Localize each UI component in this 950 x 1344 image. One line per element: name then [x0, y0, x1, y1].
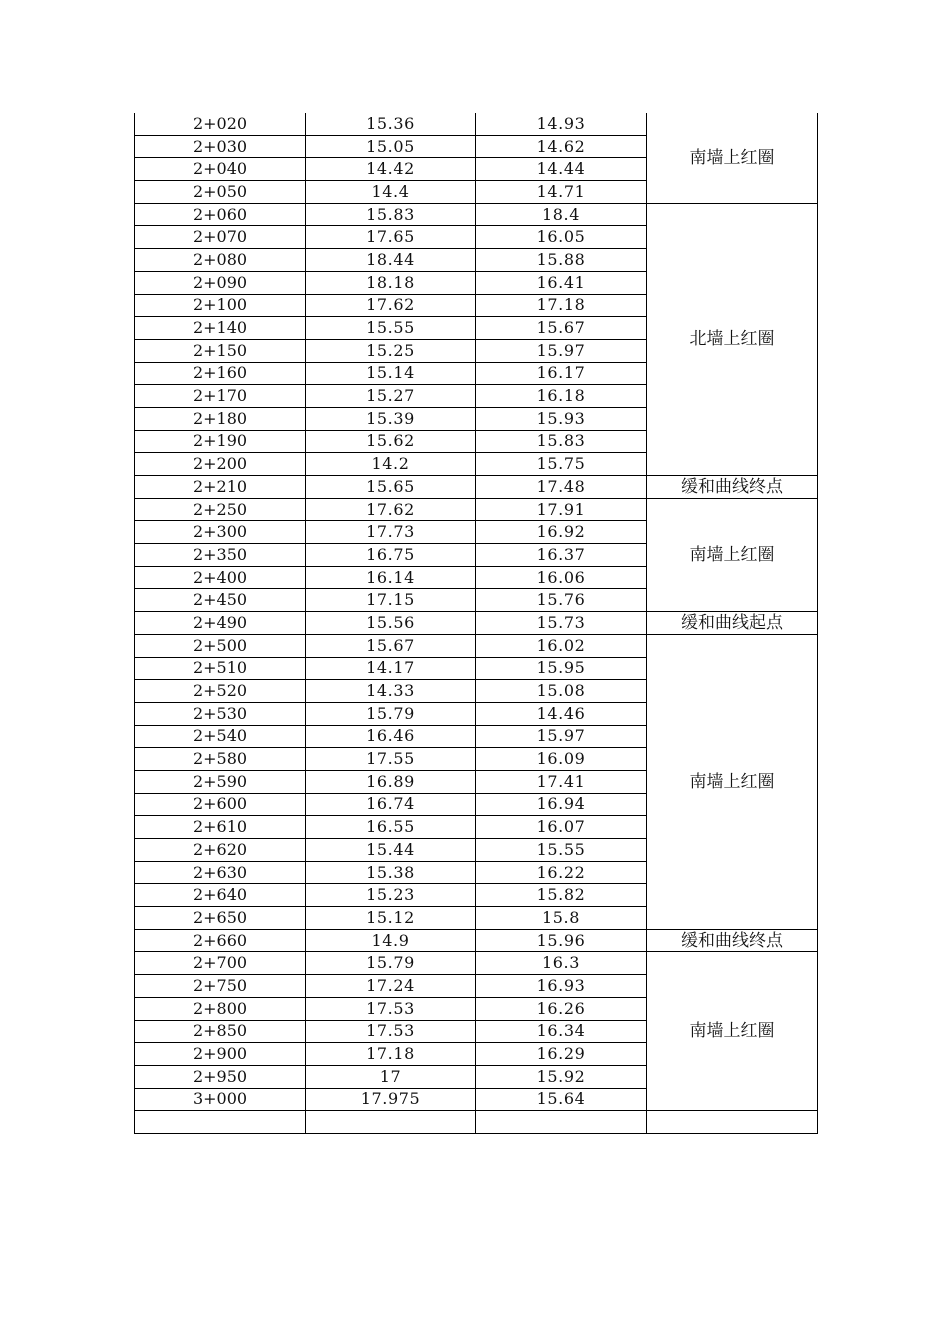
station-cell: 2+170 — [135, 385, 306, 408]
value-b-cell: 15.93 — [476, 407, 647, 430]
station-cell: 2+620 — [135, 839, 306, 862]
value-b-cell: 15.97 — [476, 339, 647, 362]
value-a-cell: 14.42 — [306, 158, 476, 181]
station-cell: 2+500 — [135, 634, 306, 657]
survey-table-body — [135, 113, 818, 1133]
value-a-cell: 15.55 — [306, 317, 476, 340]
value-b-cell: 17.18 — [476, 294, 647, 317]
value-a-cell: 15.36 — [306, 113, 476, 135]
station-cell: 2+400 — [135, 566, 306, 589]
data-sheet — [134, 113, 817, 1134]
table-row — [135, 498, 818, 521]
table-row — [135, 952, 818, 975]
station-cell: 2+630 — [135, 861, 306, 884]
value-b-cell: 15.82 — [476, 884, 647, 907]
station-cell: 2+750 — [135, 975, 306, 998]
note-cell: 缓和曲线终点 — [647, 929, 818, 952]
station-cell: 2+050 — [135, 181, 306, 204]
table-row — [135, 929, 818, 952]
value-a-cell: 15.27 — [306, 385, 476, 408]
station-cell: 2+040 — [135, 158, 306, 181]
value-a-cell: 17.55 — [306, 748, 476, 771]
value-a-cell: 15.12 — [306, 907, 476, 930]
station-cell: 2+600 — [135, 793, 306, 816]
station-cell: 2+510 — [135, 657, 306, 680]
value-b-cell: 15.92 — [476, 1065, 647, 1088]
value-a-cell: 17.975 — [306, 1088, 476, 1111]
value-b-cell: 15.76 — [476, 589, 647, 612]
value-b-cell: 14.46 — [476, 702, 647, 725]
value-b-cell: 16.92 — [476, 521, 647, 544]
value-a-cell: 16.74 — [306, 793, 476, 816]
station-cell: 2+490 — [135, 612, 306, 635]
station-cell: 2+540 — [135, 725, 306, 748]
station-cell: 2+650 — [135, 907, 306, 930]
value-a-cell: 15.38 — [306, 861, 476, 884]
station-cell: 2+850 — [135, 1020, 306, 1043]
note-cell: 缓和曲线终点 — [647, 476, 818, 499]
station-cell: 2+140 — [135, 317, 306, 340]
value-b-cell: 15.88 — [476, 249, 647, 272]
station-cell: 2+080 — [135, 249, 306, 272]
table-row — [135, 1111, 818, 1134]
station-cell: 2+520 — [135, 680, 306, 703]
value-b-cell: 16.29 — [476, 1043, 647, 1066]
value-a-cell: 16.75 — [306, 544, 476, 567]
station-cell: 2+950 — [135, 1065, 306, 1088]
value-a-cell: 16.55 — [306, 816, 476, 839]
value-a-cell: 17.24 — [306, 975, 476, 998]
value-a-cell: 15.79 — [306, 952, 476, 975]
value-b-cell: 17.41 — [476, 770, 647, 793]
value-a-cell: 15.67 — [306, 634, 476, 657]
station-cell: 2+030 — [135, 135, 306, 158]
station-cell: 2+180 — [135, 407, 306, 430]
station-cell: 2+350 — [135, 544, 306, 567]
value-a-cell: 15.14 — [306, 362, 476, 385]
value-b-cell: 16.3 — [476, 952, 647, 975]
value-b-cell: 16.94 — [476, 793, 647, 816]
value-a-cell: 15.62 — [306, 430, 476, 453]
value-a-cell: 14.2 — [306, 453, 476, 476]
note-cell: 南墙上红圈 — [647, 952, 818, 1111]
value-a-cell — [306, 1111, 476, 1134]
station-cell: 2+800 — [135, 997, 306, 1020]
value-a-cell: 16.14 — [306, 566, 476, 589]
value-a-cell: 17.15 — [306, 589, 476, 612]
value-a-cell: 17.53 — [306, 997, 476, 1020]
value-b-cell: 15.95 — [476, 657, 647, 680]
station-cell: 2+100 — [135, 294, 306, 317]
value-b-cell: 16.02 — [476, 634, 647, 657]
value-a-cell: 15.39 — [306, 407, 476, 430]
value-a-cell: 17.62 — [306, 294, 476, 317]
value-b-cell — [476, 1111, 647, 1134]
survey-table — [134, 113, 818, 1134]
station-cell: 2+610 — [135, 816, 306, 839]
value-a-cell: 15.56 — [306, 612, 476, 635]
value-b-cell: 15.55 — [476, 839, 647, 862]
value-b-cell: 15.97 — [476, 725, 647, 748]
value-a-cell: 14.33 — [306, 680, 476, 703]
value-b-cell: 15.64 — [476, 1088, 647, 1111]
station-cell: 2+250 — [135, 498, 306, 521]
value-b-cell: 16.26 — [476, 997, 647, 1020]
value-a-cell: 16.89 — [306, 770, 476, 793]
value-b-cell: 16.34 — [476, 1020, 647, 1043]
station-cell: 2+090 — [135, 271, 306, 294]
station-cell: 2+580 — [135, 748, 306, 771]
value-a-cell: 14.9 — [306, 929, 476, 952]
table-row — [135, 476, 818, 499]
value-b-cell: 14.62 — [476, 135, 647, 158]
value-b-cell: 15.75 — [476, 453, 647, 476]
note-cell: 缓和曲线起点 — [647, 612, 818, 635]
station-cell: 2+660 — [135, 929, 306, 952]
value-b-cell: 15.8 — [476, 907, 647, 930]
station-cell: 2+210 — [135, 476, 306, 499]
value-b-cell: 16.09 — [476, 748, 647, 771]
station-cell: 2+640 — [135, 884, 306, 907]
note-cell: 南墙上红圈 — [647, 634, 818, 929]
table-row — [135, 612, 818, 635]
value-b-cell: 14.93 — [476, 113, 647, 135]
value-a-cell: 14.17 — [306, 657, 476, 680]
station-cell: 2+900 — [135, 1043, 306, 1066]
note-cell — [647, 1111, 818, 1134]
note-cell: 南墙上红圈 — [647, 498, 818, 611]
table-row — [135, 113, 818, 135]
value-b-cell: 15.08 — [476, 680, 647, 703]
value-b-cell: 16.18 — [476, 385, 647, 408]
station-cell: 2+070 — [135, 226, 306, 249]
station-cell: 3+000 — [135, 1088, 306, 1111]
value-a-cell: 17.62 — [306, 498, 476, 521]
value-b-cell: 17.91 — [476, 498, 647, 521]
station-cell: 2+530 — [135, 702, 306, 725]
value-b-cell: 16.37 — [476, 544, 647, 567]
value-b-cell: 15.83 — [476, 430, 647, 453]
value-a-cell: 15.65 — [306, 476, 476, 499]
value-b-cell: 16.06 — [476, 566, 647, 589]
station-cell: 2+300 — [135, 521, 306, 544]
value-b-cell: 15.73 — [476, 612, 647, 635]
value-b-cell: 16.17 — [476, 362, 647, 385]
value-a-cell: 15.25 — [306, 339, 476, 362]
value-a-cell: 14.4 — [306, 181, 476, 204]
table-row — [135, 634, 818, 657]
station-cell: 2+700 — [135, 952, 306, 975]
value-a-cell: 16.46 — [306, 725, 476, 748]
value-b-cell: 16.93 — [476, 975, 647, 998]
value-a-cell: 17.65 — [306, 226, 476, 249]
value-b-cell: 14.71 — [476, 181, 647, 204]
station-cell: 2+060 — [135, 203, 306, 226]
value-b-cell: 16.41 — [476, 271, 647, 294]
value-a-cell: 15.79 — [306, 702, 476, 725]
value-b-cell: 16.05 — [476, 226, 647, 249]
value-b-cell: 14.44 — [476, 158, 647, 181]
value-a-cell: 17.53 — [306, 1020, 476, 1043]
station-cell: 2+200 — [135, 453, 306, 476]
table-row — [135, 203, 818, 226]
value-a-cell: 15.23 — [306, 884, 476, 907]
value-a-cell: 15.44 — [306, 839, 476, 862]
station-cell — [135, 1111, 306, 1134]
value-a-cell: 18.44 — [306, 249, 476, 272]
station-cell: 2+020 — [135, 113, 306, 135]
value-b-cell: 16.22 — [476, 861, 647, 884]
station-cell: 2+190 — [135, 430, 306, 453]
value-a-cell: 18.18 — [306, 271, 476, 294]
value-a-cell: 15.83 — [306, 203, 476, 226]
station-cell: 2+160 — [135, 362, 306, 385]
value-b-cell: 15.67 — [476, 317, 647, 340]
value-b-cell: 16.07 — [476, 816, 647, 839]
station-cell: 2+150 — [135, 339, 306, 362]
value-a-cell: 17.18 — [306, 1043, 476, 1066]
value-a-cell: 15.05 — [306, 135, 476, 158]
station-cell: 2+590 — [135, 770, 306, 793]
note-cell: 南墙上红圈 — [647, 113, 818, 203]
note-cell: 北墙上红圈 — [647, 203, 818, 475]
value-a-cell: 17.73 — [306, 521, 476, 544]
value-b-cell: 17.48 — [476, 476, 647, 499]
station-cell: 2+450 — [135, 589, 306, 612]
value-b-cell: 15.96 — [476, 929, 647, 952]
value-b-cell: 18.4 — [476, 203, 647, 226]
value-a-cell: 17 — [306, 1065, 476, 1088]
